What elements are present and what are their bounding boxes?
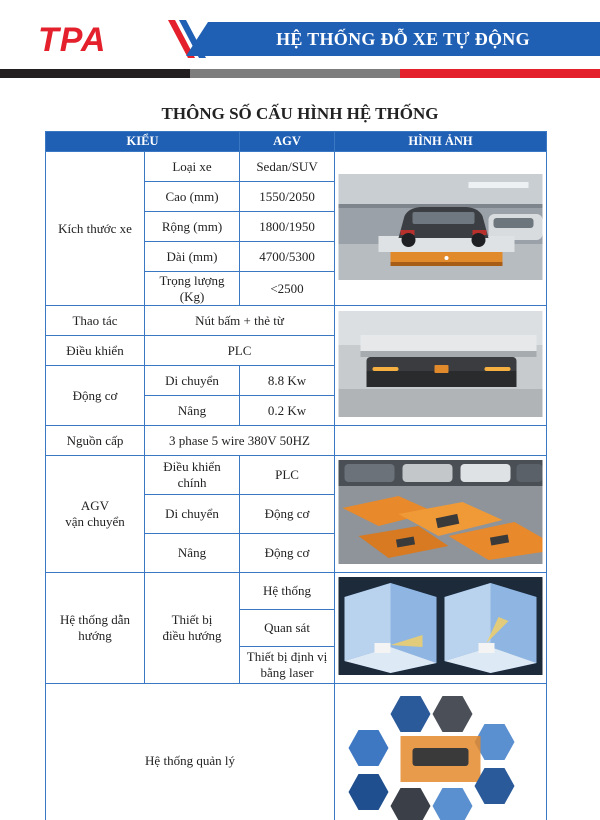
table-row — [46, 152, 547, 182]
header-type: KIỂU — [46, 132, 240, 152]
guidance-row-value: Quan sát — [240, 609, 335, 646]
motor-row-value: 0.2 Kw — [240, 396, 335, 426]
table-row — [46, 572, 547, 609]
size-label: Kích thước xe — [46, 152, 145, 306]
laser-navigation-illustration — [338, 577, 543, 675]
motor-row-label: Nâng — [145, 396, 240, 426]
operation-label: Thao tác — [46, 306, 145, 336]
size-row-value: 1800/1950 — [240, 212, 335, 242]
table-header-row — [46, 132, 547, 152]
guidance-device-line1: Thiết bị — [171, 612, 213, 627]
size-row-label: Loại xe — [145, 152, 240, 182]
header-color-bar — [0, 69, 600, 78]
agv-row-value: Động cơ — [240, 533, 335, 572]
size-row-value: <2500 — [240, 272, 335, 306]
agv-transport-label-line1: AGV — [80, 498, 110, 514]
guidance-label — [46, 572, 145, 683]
guidance-laser-line1: Thiết bị định vị — [246, 649, 328, 664]
header-image: HÌNH ẢNH — [335, 132, 547, 152]
size-row-label: Dài (mm) — [145, 242, 240, 272]
logo-text: TPA — [38, 20, 107, 59]
control-label: Điều khiển — [46, 336, 145, 366]
agv-row-label: Điều khiển chính — [145, 456, 240, 495]
bar-gray — [190, 69, 400, 78]
table-row — [46, 683, 547, 820]
guidance-device — [145, 572, 240, 683]
guidance-laser-line2: bằng laser — [260, 664, 314, 680]
size-row-value: 1550/2050 — [240, 182, 335, 212]
laser-nav-image — [335, 572, 547, 683]
bar-black — [0, 69, 190, 78]
table-row — [46, 426, 547, 456]
management-system-hexagon-diagram — [338, 688, 543, 820]
table-row — [46, 456, 547, 495]
agv-transport-label-line2: vận chuyển — [65, 513, 125, 529]
size-row-label: Cao (mm) — [145, 182, 240, 212]
agv-fleet-image — [335, 456, 547, 573]
agv-row-value: Động cơ — [240, 494, 335, 533]
size-row-label: Rộng (mm) — [145, 212, 240, 242]
control-value: PLC — [145, 336, 335, 366]
size-row-value: 4700/5300 — [240, 242, 335, 272]
guidance-device-line2: điều hướng — [162, 627, 222, 643]
agv-row-value: PLC — [240, 456, 335, 495]
guidance-row-value — [240, 646, 335, 683]
power-label: Nguồn cấp — [46, 426, 145, 456]
size-row-label: Trọng lượng (Kg) — [145, 272, 240, 306]
guidance-row-value: Hệ thống — [240, 572, 335, 609]
management-label: Hệ thống quản lý — [46, 683, 335, 820]
agv-row-label: Di chuyển — [145, 494, 240, 533]
tpa-logo — [38, 20, 106, 60]
document-title: THÔNG SỐ CẤU HÌNH HỆ THỐNG — [161, 104, 439, 123]
agv-transport-label — [46, 456, 145, 573]
power-value: 3 phase 5 wire 380V 50HZ — [145, 426, 335, 456]
car-agv-image — [335, 152, 547, 306]
header-title: HỆ THỐNG ĐỖ XE TỰ ĐỘNG — [276, 29, 530, 49]
agv-lifting-car-photo — [338, 174, 543, 280]
operation-value: Nút bấm + thẻ từ — [145, 306, 335, 336]
motor-label: Động cơ — [46, 366, 145, 426]
agv-fleet-photo — [338, 460, 543, 564]
agv-platform-image — [335, 306, 547, 426]
header-agv: AGV — [240, 132, 335, 152]
spec-table — [45, 131, 547, 820]
motor-row-label: Di chuyển — [145, 366, 240, 396]
agv-row-label: Nâng — [145, 533, 240, 572]
motor-row-value: 8.8 Kw — [240, 366, 335, 396]
power-image-cell — [335, 426, 547, 456]
management-image — [335, 683, 547, 820]
agv-platform-photo — [338, 311, 543, 417]
bar-red — [400, 69, 600, 78]
guidance-label-line1: Hệ thống dẫn — [59, 612, 131, 627]
page-header — [0, 0, 600, 82]
size-row-value: Sedan/SUV — [240, 152, 335, 182]
table-row — [46, 306, 547, 336]
guidance-label-line2: hướng — [78, 627, 112, 643]
